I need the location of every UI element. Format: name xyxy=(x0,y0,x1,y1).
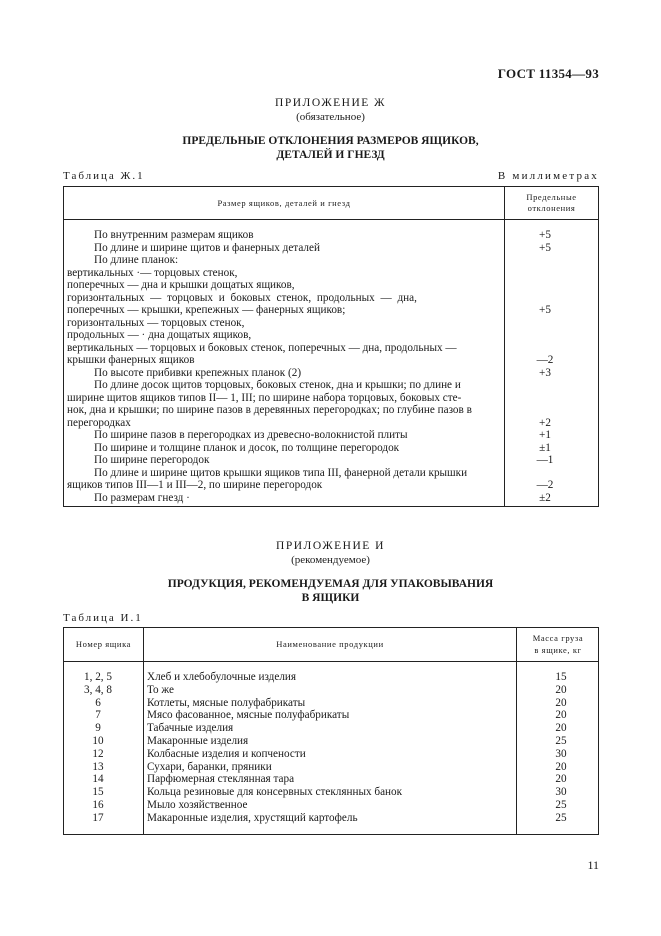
cargo-mass: 25 xyxy=(555,735,567,747)
table-row: По размерам гнезд · xyxy=(94,491,190,504)
box-number: 3, 4, 8 xyxy=(84,683,112,696)
product-name: Котлеты, мясные полуфабрикаты xyxy=(147,696,306,709)
appendix-i-heading-line2: В ЯЩИКИ xyxy=(301,592,360,604)
appendix-zh-heading-line2: ДЕТАЛЕЙ И ГНЕЗД xyxy=(276,149,385,161)
cargo-mass: 15 xyxy=(555,671,567,683)
table-zh-col-deviation-1: Предельные xyxy=(526,192,577,202)
box-number: 12 xyxy=(92,747,104,760)
box-number: 16 xyxy=(92,799,104,811)
table-row: продольных — · дна дощатых ящиков, xyxy=(67,329,252,341)
product-name: Мясо фасованное, мясные полуфабрикаты xyxy=(147,709,350,722)
box-number: 10 xyxy=(92,735,104,747)
box-number: 17 xyxy=(92,811,104,824)
box-number: 14 xyxy=(92,773,104,786)
table-row: поперечных — крышки, крепежных — фанерных ящиков; xyxy=(67,304,346,316)
deviation-value: +5 xyxy=(539,229,551,241)
cargo-mass: 25 xyxy=(555,799,567,811)
table-row: По ширине перегородок xyxy=(94,454,210,466)
cargo-mass: 20 xyxy=(555,760,567,773)
product-name: Сухари, баранки, пряники xyxy=(147,760,272,773)
table-zh-label: Таблица Ж.1 xyxy=(63,170,145,182)
table-row: горизонтальных — торцовых стенок, xyxy=(67,316,245,329)
table-zh-units: В миллиметрах xyxy=(497,170,599,182)
box-number: 9 xyxy=(95,722,101,735)
box-number: 15 xyxy=(92,786,104,799)
table-row: горизонтальных — торцовых и боковых стенок, продольных — дна, xyxy=(67,291,417,304)
product-name: То же xyxy=(147,683,174,696)
appendix-zh-status: (обязательное) xyxy=(296,111,365,123)
product-name: Мыло хозяйственное xyxy=(147,799,248,811)
table-row: крышки фанерных ящиков xyxy=(67,354,195,366)
standard-number: ГОСТ 11354—93 xyxy=(497,66,599,81)
page-number: 11 xyxy=(587,858,599,872)
table-i-header-divider xyxy=(63,661,599,662)
table-row: По длине и ширине щитов крышки ящиков типа III, фанерной детали крышки xyxy=(94,466,468,479)
product-name: Хлеб и хлебобулочные изделия xyxy=(147,671,297,683)
deviation-value: +3 xyxy=(539,366,551,379)
product-name: Парфюмерная стеклянная тара xyxy=(147,773,295,786)
cargo-mass: 30 xyxy=(555,786,567,799)
cargo-mass: 20 xyxy=(555,773,567,786)
table-i-label: Таблица И.1 xyxy=(63,612,143,624)
table-row: По длине досок щитов торцовых, боковых стенок, дна и крышки; по длине и xyxy=(94,379,461,391)
table-row: По высоте прибивки крепежных планок (2) xyxy=(94,366,302,379)
deviation-value: +2 xyxy=(539,416,551,429)
product-name: Колбасные изделия и копчености xyxy=(147,747,306,760)
table-row: вертикальных ·— торцовых стенок, xyxy=(67,266,238,279)
box-number: 1, 2, 5 xyxy=(84,671,112,683)
box-number: 7 xyxy=(95,709,101,722)
cargo-mass: 20 xyxy=(555,696,567,709)
table-zh-col-deviation-2: отклонения xyxy=(527,203,576,213)
table-row: По ширине пазов в перегородках из древесно-волокнистой плиты xyxy=(94,429,408,441)
deviation-value: +5 xyxy=(539,241,551,254)
product-name: Макаронные изделия, хрустящий картофель xyxy=(147,811,358,824)
deviation-value: +1 xyxy=(539,429,551,441)
deviation-value: ±2 xyxy=(539,491,551,504)
appendix-zh-title: ПРИЛОЖЕНИЕ Ж xyxy=(275,97,386,109)
table-row: По длине планок: xyxy=(94,254,179,266)
deviation-value: ±1 xyxy=(539,441,551,454)
table-row: ширине щитов ящиков типов II— 1, III; по ширине набора торцовых, боковых сте- xyxy=(67,391,462,404)
cargo-mass: 20 xyxy=(555,709,567,722)
box-number: 13 xyxy=(92,760,104,773)
product-name: Макаронные изделия xyxy=(147,735,249,747)
cargo-mass: 30 xyxy=(555,747,567,760)
appendix-zh-heading-line1: ПРЕДЕЛЬНЫЕ ОТКЛОНЕНИЯ РАЗМЕРОВ ЯЩИКОВ, xyxy=(182,135,479,147)
table-row: нок, дна и крышки; по ширине пазов в деревянных перегородках; по глубине пазов в xyxy=(67,404,472,416)
deviation-value: —2 xyxy=(536,354,554,366)
table-zh-header-divider xyxy=(63,219,599,220)
table-row: По внутренним размерам ящиков xyxy=(94,229,254,241)
deviation-value: —1 xyxy=(536,454,554,466)
product-name: Кольца резиновые для консервных стеклянных банок xyxy=(147,786,403,799)
table-row: По длине и ширине щитов и фанерных деталей xyxy=(94,241,320,254)
table-zh-col-size: Размер ящиков, деталей и гнезд xyxy=(217,198,351,208)
deviation-value: +5 xyxy=(539,304,551,316)
cargo-mass: 20 xyxy=(555,722,567,735)
box-number: 6 xyxy=(95,696,101,709)
appendix-i-title: ПРИЛОЖЕНИЕ И xyxy=(276,540,385,552)
product-name: Табачные изделия xyxy=(147,722,234,735)
table-row: вертикальных — торцовых и боковых стенок, поперечных — дна, продольных — xyxy=(67,341,457,354)
table-row: перегородках xyxy=(67,416,131,429)
cargo-mass: 25 xyxy=(555,811,567,824)
appendix-i-heading-line1: ПРОДУКЦИЯ, РЕКОМЕНДУЕМАЯ ДЛЯ УПАКОВЫВАНИЯ xyxy=(167,578,494,590)
table-row: ящиков типов III—1 и III—2, по ширине перегородок xyxy=(67,479,323,491)
table-i-col-box-number: Номер ящика xyxy=(75,639,132,649)
table-i-col-mass-2: в ящике, кг xyxy=(534,645,582,655)
table-row: поперечных — дна и крышки дощатых ящиков, xyxy=(67,279,295,291)
table-row: По ширине и толщине планок и досок, по толщине перегородок xyxy=(94,441,400,454)
cargo-mass: 20 xyxy=(555,683,567,696)
deviation-value: —2 xyxy=(536,479,554,491)
table-i-divider-2 xyxy=(516,627,517,835)
table-i-col-product: Наименование продукции xyxy=(276,639,384,649)
appendix-i-status: (рекомендуемое) xyxy=(291,554,370,566)
table-i-col-mass-1: Масса груза xyxy=(532,633,584,643)
